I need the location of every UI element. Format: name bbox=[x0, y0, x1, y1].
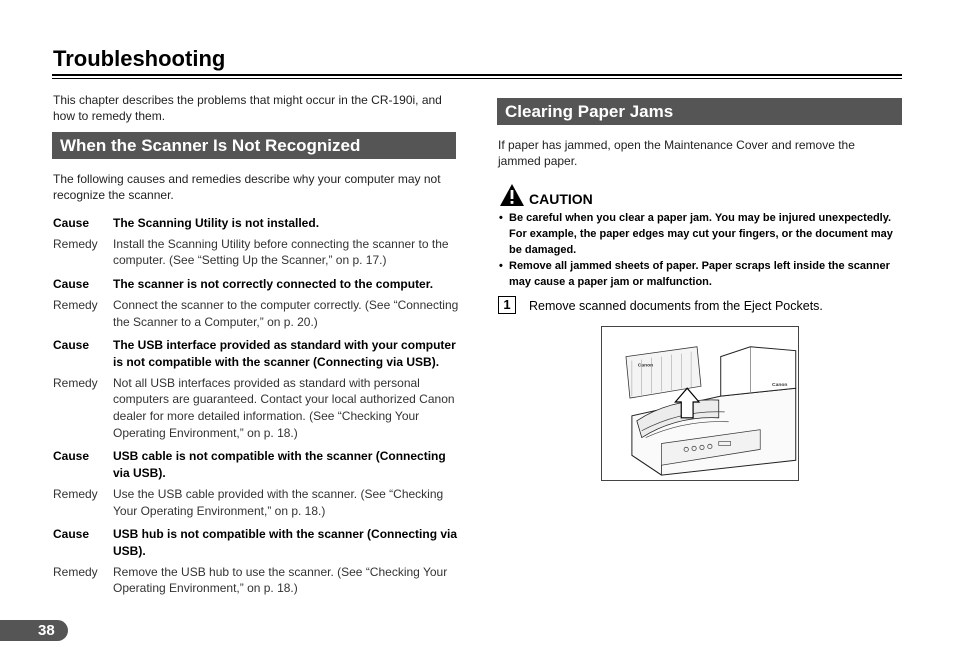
remedy-text: Remove the USB hub to use the scanner. (See “Checking Your Operating Environment,” on p. 18.) bbox=[113, 564, 448, 596]
remedy-row bbox=[53, 486, 463, 519]
section-lead-paper-jams: If paper has jammed, open the Maintenance Cover and remove the jammed paper. bbox=[498, 138, 855, 168]
cause-row bbox=[53, 215, 463, 232]
warning-triangle-icon bbox=[499, 183, 525, 207]
cause-label: Cause bbox=[53, 527, 90, 542]
cause-text: The USB interface provided as standard with your computer is not compatible with the scanner (Connecting via USB). bbox=[113, 338, 456, 369]
caution-title: CAUTION bbox=[529, 191, 593, 207]
cause-text: USB hub is not compatible with the scanner (Connecting via USB). bbox=[113, 527, 458, 558]
caution-list bbox=[498, 210, 903, 290]
intro-text: This chapter describes the problems that might occur in the CR-190i, and how to remedy them. bbox=[53, 93, 442, 123]
remedy-text: Connect the scanner to the computer correctly. (See “Connecting the Scanner to a Computer,” on p. 20.) bbox=[113, 297, 459, 329]
caution-heading bbox=[499, 183, 593, 207]
cause-text: The Scanning Utility is not installed. bbox=[113, 216, 320, 230]
remedy-row bbox=[53, 564, 463, 597]
step-number-badge: 1 bbox=[498, 296, 516, 314]
remedy-text: Not all USB interfaces provided as standard with personal computers are guaranteed. Contact your local authorized Canon dealer for more detailed information. (See “Checking Your Operating Environment,” on p. 18.) bbox=[113, 375, 455, 440]
section-heading-not-recognized: When the Scanner Is Not Recognized bbox=[52, 132, 456, 159]
title-rule bbox=[52, 74, 902, 76]
cause-row bbox=[53, 448, 463, 481]
remedy-text: Install the Scanning Utility before connecting the scanner to the computer. (See “Setting Up the Scanner,” on p. 17.) bbox=[113, 236, 449, 268]
remedy-label: Remedy bbox=[53, 236, 98, 251]
remedy-row bbox=[53, 236, 463, 269]
section-heading-paper-jams: Clearing Paper Jams bbox=[497, 98, 902, 125]
cause-text: The scanner is not correctly connected to the computer. bbox=[113, 277, 434, 292]
remedy-row bbox=[53, 375, 463, 442]
remedy-label: Remedy bbox=[53, 375, 98, 390]
cause-row bbox=[53, 276, 463, 293]
remedy-text: Use the USB cable provided with the scanner. (See “Checking Your Operating Environment,” on p. 18.) bbox=[113, 486, 444, 518]
remedy-label: Remedy bbox=[53, 297, 98, 312]
step-instruction: Remove scanned documents from the Eject Pockets. bbox=[529, 299, 823, 313]
cause-label: Cause bbox=[53, 216, 90, 230]
cause-remedy-list bbox=[53, 215, 463, 597]
page-number-badge: 38 bbox=[0, 620, 68, 641]
cause-row bbox=[53, 526, 463, 559]
scanner-drawing bbox=[602, 327, 798, 480]
remedy-row bbox=[53, 297, 463, 330]
cause-row bbox=[53, 337, 463, 370]
section-lead-not-recognized: The following causes and remedies describe why your computer may not recognize the scanner. bbox=[53, 172, 441, 202]
cause-text: USB cable is not compatible with the scanner (Connecting via USB). bbox=[113, 449, 446, 481]
remedy-label: Remedy bbox=[53, 564, 98, 579]
scanner-brand-text: Canon bbox=[772, 383, 788, 389]
document-brand-text: Canon bbox=[637, 363, 654, 369]
cause-label: Cause bbox=[53, 338, 90, 353]
cause-label: Cause bbox=[53, 277, 90, 292]
title-rule-thin bbox=[52, 78, 902, 79]
cause-label: Cause bbox=[53, 449, 90, 464]
remedy-label: Remedy bbox=[53, 486, 98, 501]
caution-item: • Remove all jammed sheets of paper. Paper scraps left inside the scanner may cause a paper jam or malfunction. bbox=[498, 258, 903, 290]
page-title: Troubleshooting bbox=[53, 46, 226, 71]
scanner-illustration bbox=[601, 326, 799, 481]
caution-item: • Be careful when you clear a paper jam. You may be injured unexpectedly. For example, the paper edges may cut your fingers, or the document may be damaged. bbox=[498, 210, 903, 258]
